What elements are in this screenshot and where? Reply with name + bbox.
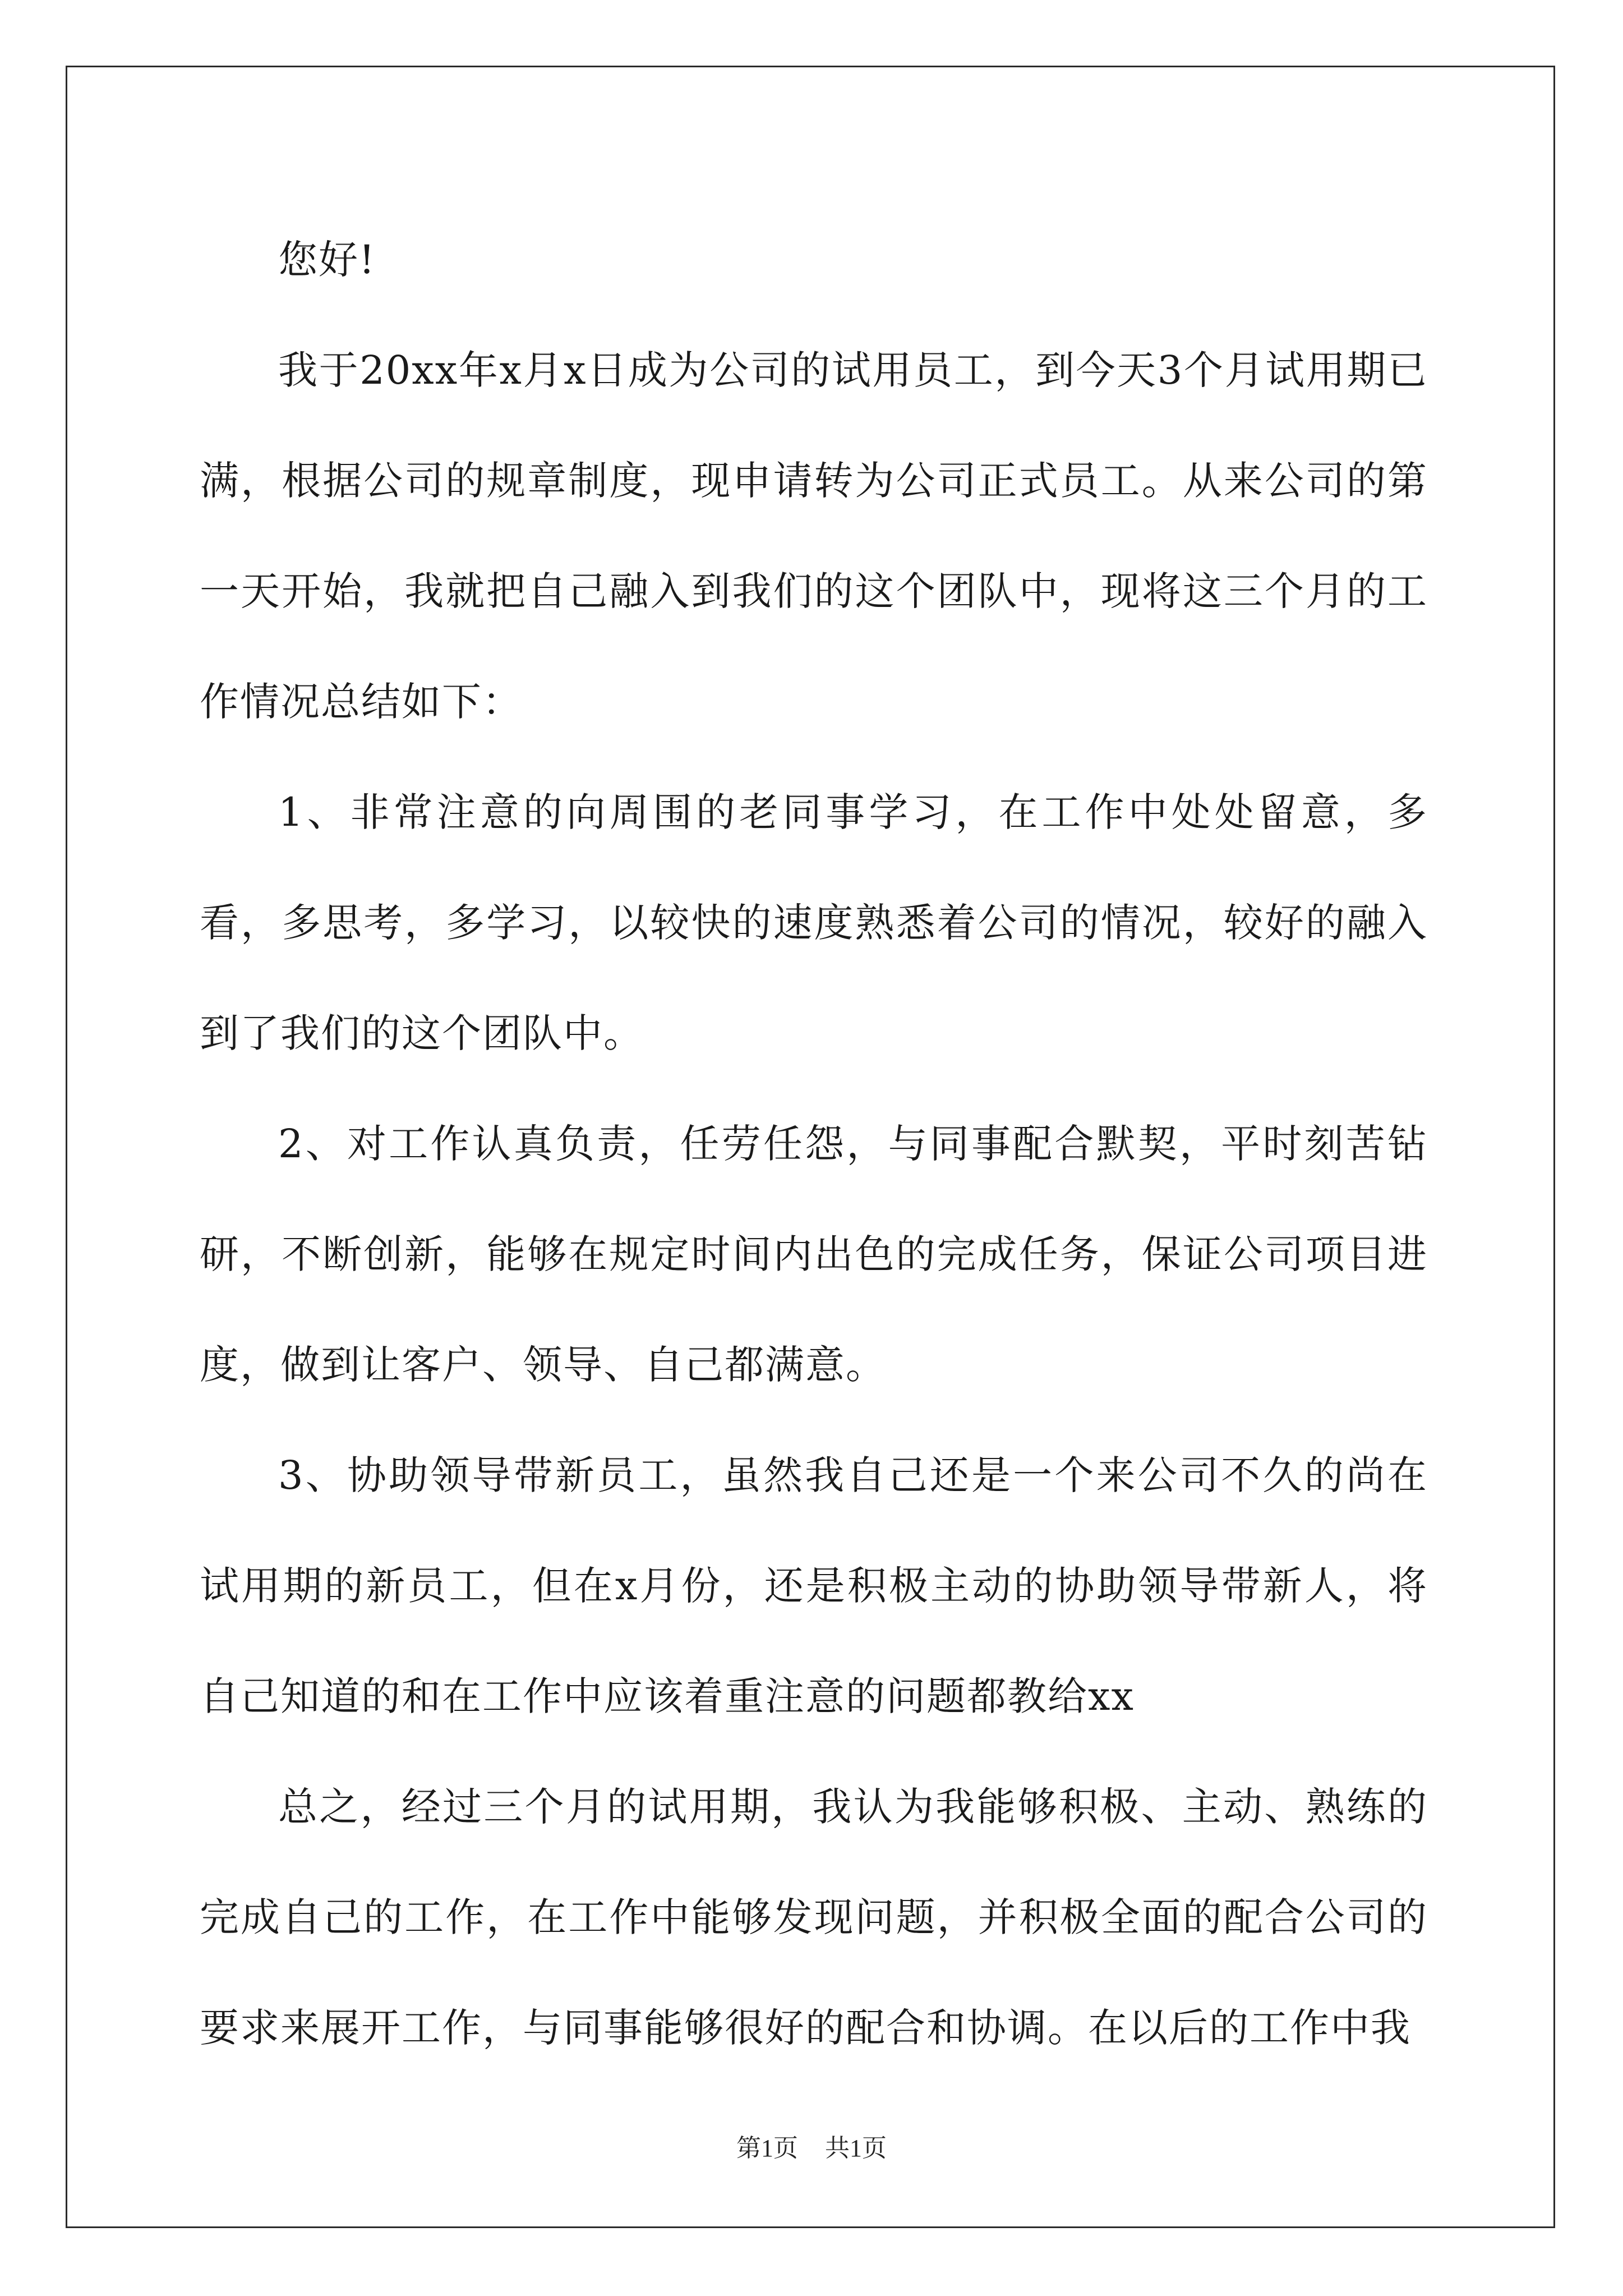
greeting: 您好!	[278, 237, 376, 283]
point-2-paragraph: 2、对工作认真负责，任劳任怨，与同事配合默契，平时刻苦钻研，不断创新，能够在规定时间内出色的完成任务，保证公司项目进度，做到让客户、领导、自己都满意。	[200, 1121, 1428, 1388]
page-footer	[0, 2132, 1623, 2165]
page-total: 共1页	[825, 2134, 887, 2162]
point-3-paragraph: 3、协助领导带新员工，虽然我自己还是一个来公司不久的尚在试用期的新员工，但在x月份，还是积极主动的协助领导带新人，将自己知道的和在工作中应该着重注意的问题都教给xx	[200, 1452, 1428, 1719]
page-number: 第1页	[736, 2134, 798, 2162]
summary-paragraph: 总之，经过三个月的试用期，我认为我能够积极、主动、熟练的完成自己的工作，在工作中能够发现问题，并积极全面的配合公司的要求来展开工作，与同事能够很好的配合和协调。在以后的工作中我	[200, 1784, 1428, 2051]
document-body	[200, 205, 1428, 2083]
intro-paragraph: 我于20xx年x月x日成为公司的试用员工，到今天3个月试用期已满，根据公司的规章制度，现申请转为公司正式员工。从来公司的第一天开始，我就把自己融入到我们的这个团队中，现将这三个月的工作情况总结如下：	[200, 347, 1428, 725]
point-1-paragraph: 1、非常注意的向周围的老同事学习，在工作中处处留意，多看，多思考，多学习，以较快的速度熟悉着公司的情况，较好的融入到了我们的这个团队中。	[200, 789, 1428, 1056]
